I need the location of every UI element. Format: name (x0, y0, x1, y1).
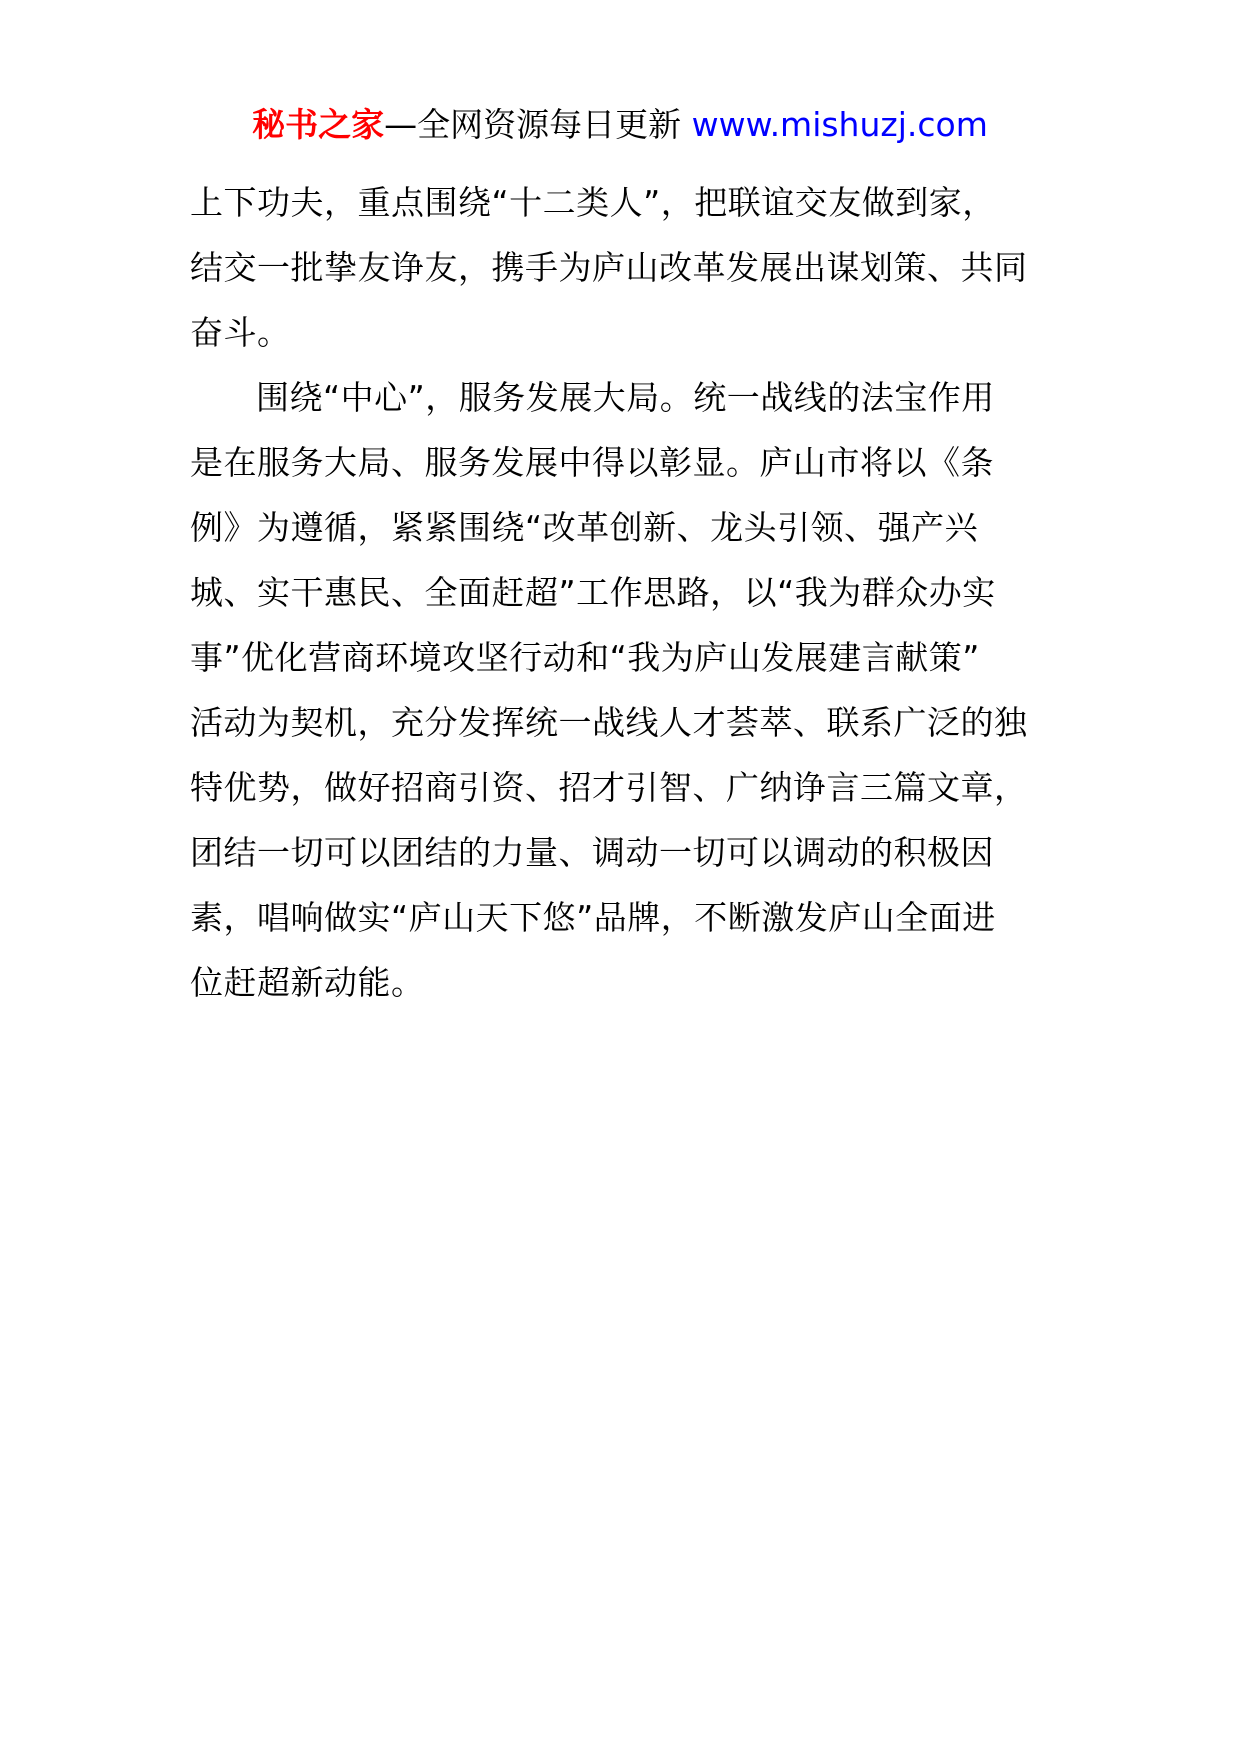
paragraph-line: 围绕“中心”，服务发展大局。统一战线的法宝作用 (256, 378, 995, 417)
paragraph-line: 素，唱响做实“庐山天下悠”品牌，不断激发庐山全面进 (190, 898, 996, 937)
paragraph-line: 城、实干惠民、全面赶超”工作思路，以“我为群众办实 (190, 573, 996, 612)
header-tagline: —全网资源每日更新 (384, 105, 682, 144)
paragraph-line: 特优势，做好招商引资、招才引智、广纳诤言三篇文章， (190, 768, 1028, 807)
document-body (190, 170, 1060, 1015)
site-url-link[interactable]: www.mishuzj.com (691, 105, 988, 144)
paragraph-line: 例》为遵循，紧紧围绕“改革创新、龙头引领、强产兴 (190, 508, 979, 547)
paragraph-line: 是在服务大局、服务发展中得以彰显。庐山市将以《条 (190, 443, 994, 482)
brand-name: 秘书之家 (252, 105, 385, 144)
page-header (0, 103, 1240, 147)
paragraph-line: 上下功夫，重点围绕“十二类人”，把联谊交友做到家， (190, 183, 996, 222)
paragraph-line: 位赶超新动能。 (190, 963, 425, 1002)
paragraph-line: 事”优化营商环境攻坚行动和“我为庐山发展建言献策” (190, 638, 980, 677)
paragraph-line: 团结一切可以团结的力量、调动一切可以调动的积极因 (190, 833, 994, 872)
paragraph-line: 奋斗。 (190, 313, 291, 352)
paragraph-line: 活动为契机，充分发挥统一战线人才荟萃、联系广泛的独 (190, 703, 1028, 742)
paragraph-line: 结交一批挚友诤友，携手为庐山改革发展出谋划策、共同 (190, 248, 1028, 287)
